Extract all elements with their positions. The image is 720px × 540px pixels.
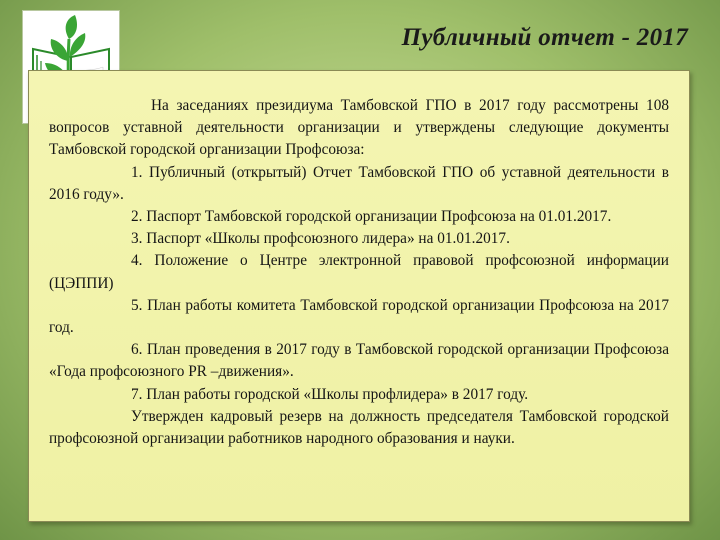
report-text-panel <box>28 70 690 522</box>
list-item: 3. Паспорт «Школы профсоюзного лидера» на 01.01.2017. <box>131 230 510 248</box>
list-item: 7. План работы городской «Школы профлидера» в 2017 году. <box>131 385 529 403</box>
intro-paragraph: На заседаниях президиума Тамбовской ГПО в 2017 году рассмотрены 108 вопросов уставной деятельности организации и утверждены следующие документы Тамбовской городской организации Профсоюза: <box>49 97 669 159</box>
list-item: 4. Положение о Центре электронной правовой профсоюзной информации (ЦЭППИ) <box>49 252 669 292</box>
list-item: 1. Публичный (открытый) Отчет Тамбовской ГПО об уставной деятельности в 2016 году». <box>49 163 669 203</box>
list-item: 2. Паспорт Тамбовской городской организации Профсоюза на 01.01.2017. <box>131 208 612 226</box>
list-item: 6. План проведения в 2017 году в Тамбовской городской организации Профсоюза «Года профсоюзного PR –движения». <box>49 341 669 381</box>
list-item: 5. План работы комитета Тамбовской городской организации Профсоюза на 2017 год. <box>49 296 669 337</box>
page-title: Публичный отчет - 2017 <box>401 24 688 51</box>
reserve-paragraph: Утвержден кадровый резерв на должность председателя Тамбовской городской профсоюзной организации работников народного образования и науки. <box>49 407 669 448</box>
